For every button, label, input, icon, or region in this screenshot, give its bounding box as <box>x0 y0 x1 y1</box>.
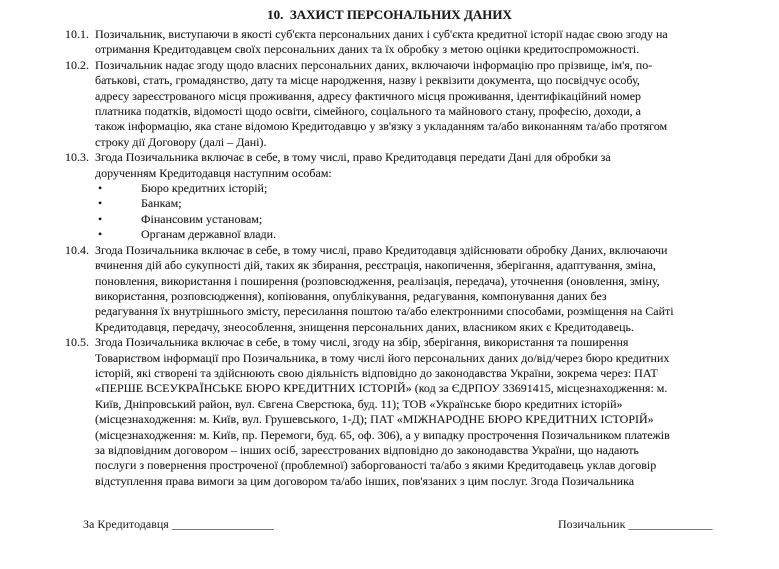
bullet-text: Органам державної влади. <box>141 227 277 242</box>
section-number: 10.2. <box>65 57 89 72</box>
signature-lender-label: За Кредитодавця <box>83 517 169 531</box>
text-line: (місцезнаходження: м. Київ, пр. Перемоги, буд. 65, оф. 306), а у випадку прострочення Позичальником платежів <box>95 427 670 442</box>
section-number: 10.1. <box>65 27 89 41</box>
bullet-icon: • <box>98 181 103 196</box>
text-line: за відповідним договором – інших осіб, зареєстрованих відповідно до законодавства України, що надають <box>95 442 639 457</box>
section-title: 10. ЗАХИСТ ПЕРСОНАЛЬНИХ ДАНИХ <box>267 7 512 22</box>
section-number: 10.4. <box>65 242 89 257</box>
bullet-icon: • <box>98 211 103 226</box>
section-number: 10.5. <box>65 335 89 350</box>
document-body <box>65 27 759 489</box>
text-line: (місцезнаходження: м. Київ, вул. Грушевського, 1-Д); ПАТ «МІЖНАРОДНЕ БЮРО КРЕДИТНИХ ІСТОРІЙ» <box>95 412 654 427</box>
text-line: історій, які створені та здійснюють свою діяльність відповідно до законодавства України, зокрема через: ПАТ <box>95 365 658 380</box>
text-line: Згода Позичальника включає в себе, в тому числі, згоду на збір, зберігання, використання та поширення <box>95 335 629 350</box>
signature-lender <box>83 517 274 532</box>
signature-block <box>0 517 779 537</box>
text-line: дорученням Кредитодавця наступним особам: <box>95 165 332 180</box>
section-10-3 <box>65 150 759 242</box>
bullet-icon: • <box>98 227 103 242</box>
bullet-item <box>95 227 759 242</box>
text-line: Товариством інформації про Позичальника, в тому числі його персональних даних до/від/через бюро кредитних <box>95 350 670 365</box>
text-line: отримання Кредитодавцем своїх персональних даних та їх обробку з метою оцінки кредитоспроможності. <box>95 42 640 57</box>
text-line: строку дії Договору (далі – Дані). <box>95 134 267 149</box>
text-line: також інформацію, яка стане відомою Кредитодавцю у зв'язку з укладанням та/або виконанням та/або протягом <box>95 119 668 134</box>
bullet-text: Фінансовим установам; <box>141 211 263 226</box>
bullet-item <box>95 181 759 196</box>
text-line: використання, розповсюдження), копіювання, опублікування, редагування, компонування даних без <box>95 288 607 303</box>
bullet-text: Бюро кредитних історій; <box>141 181 268 196</box>
text-line: поновлення, використання і поширення (розповсюдження, реалізація, передача), уточнення (оновлення, зміну, <box>95 273 660 288</box>
text-line: адресу зареєстрованого місця проживання, адресу фактичного місця проживання, ідентифікаційний номер <box>95 88 642 103</box>
text-line: Згода Позичальника включає в себе, в тому числі, право Кредитодавця здійснювати обробку Даних, включаючи <box>95 242 668 257</box>
bullet-text: Банкам; <box>141 196 182 211</box>
signature-borrower <box>558 517 712 532</box>
text-line: «ПЕРШЕ ВСЕУКРАЇНСЬКЕ БЮРО КРЕДИТНИХ ІСТОРІЙ» (код за ЄДРПОУ 33691415, місцезнаходження: м. <box>95 381 668 396</box>
section-number: 10.3. <box>65 150 89 165</box>
text-line: Кредитодавця, передачу, знеособлення, знищення персональних даних, власником яких є Кредитодавець. <box>95 319 634 334</box>
signature-borrower-line: ______________ <box>628 517 713 531</box>
bullet-item <box>95 212 759 227</box>
bullet-icon: • <box>98 196 103 211</box>
section-10-1 <box>65 27 759 58</box>
signature-lender-line: _________________ <box>171 517 274 531</box>
text-line: Позичальник, виступаючи в якості суб'єкта персональних даних і суб'єкта кредитної історії надає свою згоду на <box>95 27 668 41</box>
bullet-item <box>95 196 759 211</box>
text-line: батькові, стать, громадянство, дату та місце народження, назву і реквізити документа, що посвідчує особу, <box>95 73 640 88</box>
text-line: Позичальник надає згоду щодо власних персональних даних, включаючи інформацію про прізвище, ім'я, по- <box>95 57 653 72</box>
text-line: Київ, Дніпровський район, вул. Євгена Сверстюка, буд. 11); ТОВ «Українське бюро кредитних історій» <box>95 396 623 411</box>
text-line: редагування їх внутрішнього змісту, пересилання поштою та/або електронними способами, розміщення на Сайті <box>95 304 674 319</box>
section-10-4 <box>65 243 759 335</box>
text-line: відступлення права вимоги за цим договором та/або інших, пов'язаних з цим послуг. Згода Позичальника <box>95 473 635 488</box>
section-10-5 <box>65 335 759 489</box>
signature-borrower-label: Позичальник <box>558 517 626 531</box>
text-line: послуги з повернення простроченої (проблемної) заборгованості та/або з якими Кредитодавець уклав договір <box>95 458 657 473</box>
section-10-2 <box>65 58 759 150</box>
text-line: Згода Позичальника включає в себе, в тому числі, право Кредитодавця передати Дані для обробки за <box>95 150 611 165</box>
text-line: платника податків, відомості щодо освіти, сімейного, соціального та майнового стану, професію, доходи, а <box>95 104 641 119</box>
text-line: вчинення дій або сукупності дій, таких як збирання, реєстрація, накопичення, зберігання, адаптування, зміна, <box>95 258 656 273</box>
